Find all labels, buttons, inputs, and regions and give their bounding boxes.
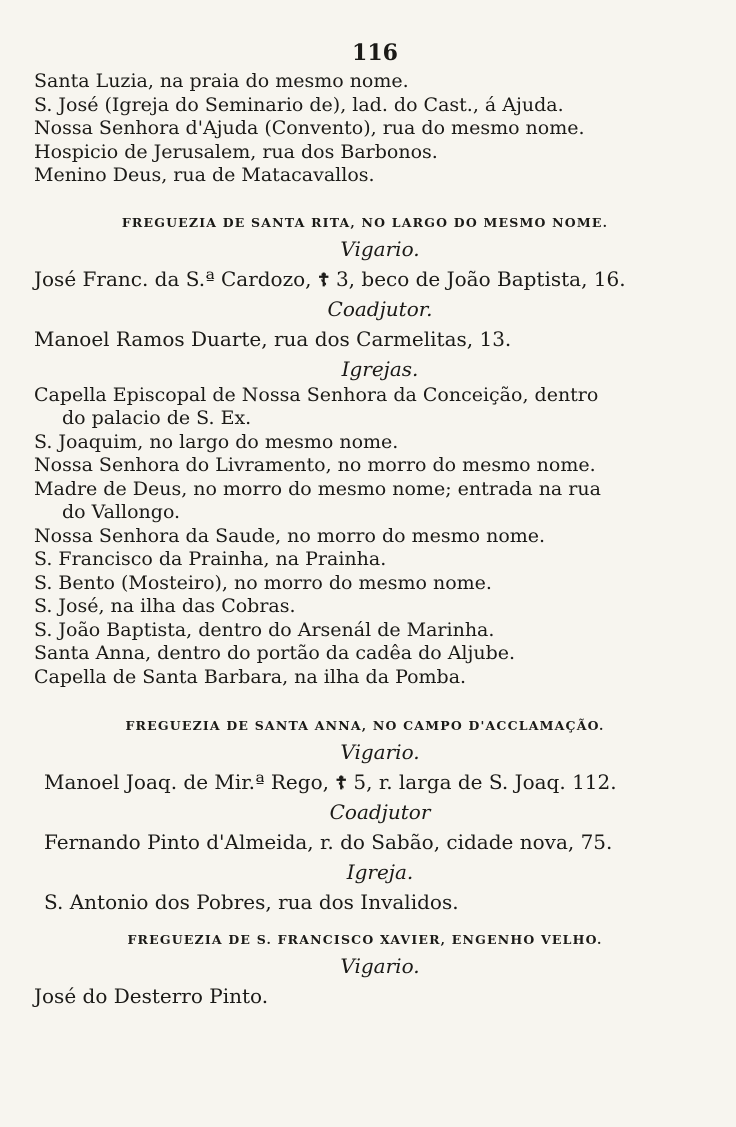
vigario-label: Vigario.	[340, 954, 420, 978]
list-item: S. João Baptista, dentro do Arsenál de Marinha.	[34, 618, 495, 641]
vigario-label: Vigario.	[340, 236, 420, 261]
list-item: S. Francisco da Prainha, na Prainha.	[34, 548, 387, 570]
vigario-name: José Franc. da S.ª Cardozo,	[34, 266, 312, 291]
list-item: Capella Episcopal de Nossa Senhora da Conceição, dentro	[34, 383, 599, 406]
order-cross-icon: ☦	[317, 269, 330, 291]
vigario-entry: José do Desterro Pinto.	[34, 984, 269, 1008]
section-santa-anna	[34, 715, 696, 917]
top-entries	[34, 70, 696, 188]
entry-line: Santa Luzia, na praia do mesmo nome.	[34, 70, 409, 92]
list-item: S. Joaquim, no largo do mesmo nome.	[34, 430, 399, 453]
list-item: Nossa Senhora da Saude, no morro do mesmo nome.	[34, 524, 546, 547]
vigario-label: Vigario.	[340, 740, 420, 764]
list-item: Nossa Senhora do Livramento, no morro do mesmo nome.	[34, 454, 596, 476]
coadjutor-label: Coadjutor.	[327, 296, 433, 321]
order-cross-icon: ☦	[335, 773, 348, 794]
entry-line: Menino Deus, rua de Matacavallos.	[34, 164, 375, 186]
coadjutor-label: Coadjutor	[329, 800, 431, 824]
igreja-entry: S. Antonio dos Pobres, rua dos Invalidos.	[44, 890, 459, 914]
page-number: 116	[352, 40, 398, 66]
vigario-entry	[34, 264, 696, 294]
igrejas-label: Igrejas.	[341, 356, 419, 381]
vigario-name: Manoel Joaq. de Mir.ª Rego,	[44, 770, 329, 794]
entry-line: S. José (Igreja do Seminario de), lad. do Cast., á Ajuda.	[34, 93, 564, 116]
section-heading: FREGUEZIA DE SANTA RITA, NO LARGO DO MESMO NOME.	[121, 214, 609, 230]
coadjutor-entry: Manoel Ramos Duarte, rua dos Carmelitas, 13.	[34, 326, 512, 351]
entry-line: Hospicio de Jerusalem, rua dos Barbonos.	[34, 140, 438, 163]
section-heading: FREGUEZIA DE S. FRANCISCO XAVIER, ENGENHO VELHO.	[127, 932, 603, 947]
igreja-label: Igreja.	[346, 860, 414, 884]
list-item: do Vallongo.	[62, 501, 181, 523]
list-item: Capella de Santa Barbara, na ilha da Pomba.	[34, 665, 467, 688]
list-item: Santa Anna, dentro do portão da cadêa do Aljube.	[34, 642, 516, 664]
list-item: S. Bento (Mosteiro), no morro do mesmo nome.	[34, 571, 492, 594]
section-santa-rita	[34, 212, 696, 690]
coadjutor-entry: Fernando Pinto d'Almeida, r. do Sabão, cidade nova, 75.	[44, 830, 613, 854]
list-item: S. José, na ilha das Cobras.	[34, 595, 296, 617]
section-sao-francisco	[34, 929, 696, 1011]
list-item: Madre de Deus, no morro do mesmo nome; entrada na rua	[34, 477, 601, 500]
vigario-address: 5, r. larga de S. Joaq. 112.	[353, 770, 617, 794]
vigario-entry	[34, 767, 696, 797]
list-item: do palacio de S. Ex.	[62, 407, 252, 429]
vigario-address: 3, beco de João Baptista, 16.	[335, 266, 626, 291]
entry-line: Nossa Senhora d'Ajuda (Convento), rua do mesmo nome.	[34, 117, 585, 139]
igrejas-list	[34, 384, 696, 690]
section-heading: FREGUEZIA DE SANTA ANNA, NO CAMPO D'ACCLAMAÇÃO.	[125, 718, 605, 733]
